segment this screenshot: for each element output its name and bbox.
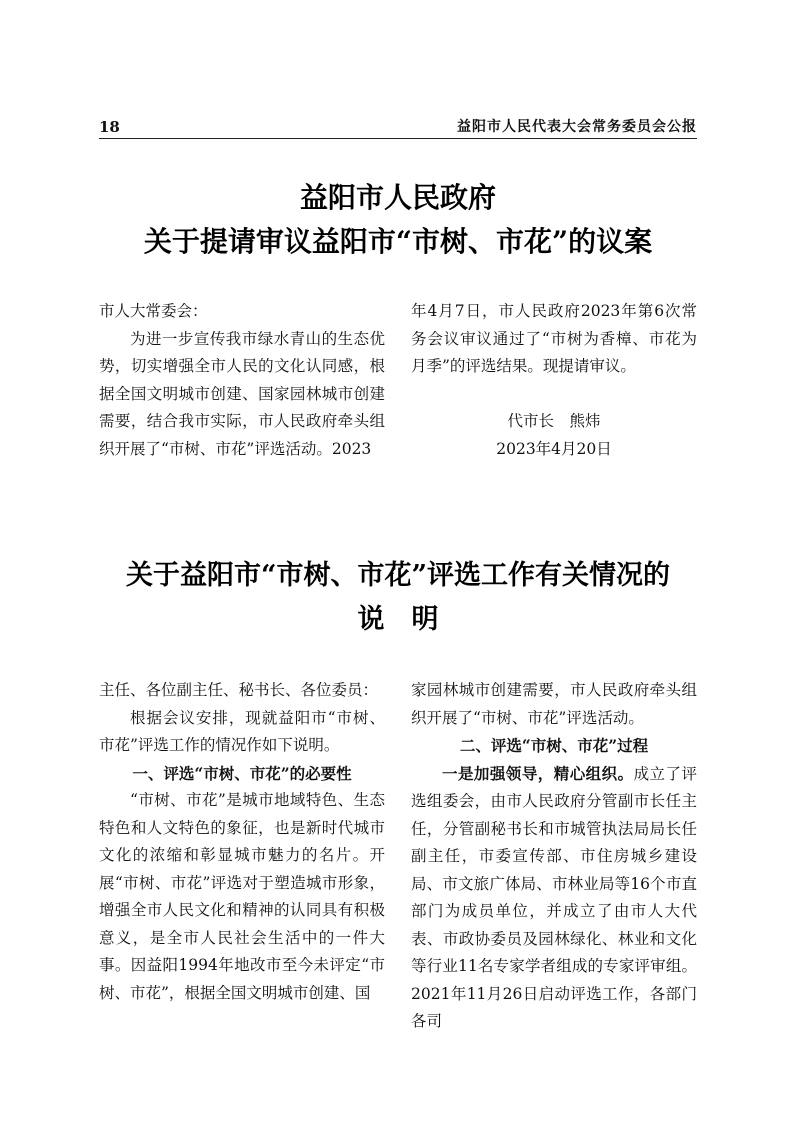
motion-title-line-2: 关于提请审议益阳市“市树、市花”的议案 bbox=[143, 225, 653, 258]
explanation-title bbox=[60, 554, 736, 642]
explanation-column-left bbox=[99, 677, 385, 1007]
page-number: 18 bbox=[99, 118, 120, 136]
explanation-salutation: 主任、各位副主任、秘书长、各位委员： bbox=[99, 681, 379, 699]
section-1-body: “市树、市花”是城市地域特色、生态特色和人文特色的象征，也是新时代城市文化的浓缩和彰显城市魅力的名片。开展“市树、市花”评选对于塑造城市形象，增强全市人民文化和精神的认同具有积极意义，是全市人民社会生活中的一件大事。因益阳1994年地改市至今未评定“市树、市花”，根据全国文明城市创建、国 bbox=[99, 791, 385, 1002]
motion-title-line-1: 益阳市人民政府 bbox=[299, 181, 496, 214]
motion-body-part-1: 为进一步宣传我市绿水青山的生态优势，切实增强全市人民的文化认同感，根据全国文明城市创建、国家园林城市创建需要，结合我市实际，市人民政府牵头组织开展了“市树、市花”评选活动。2023 bbox=[99, 329, 385, 458]
signer: 代市长 熊炜 bbox=[507, 412, 601, 430]
running-header bbox=[99, 114, 697, 136]
section-1-heading: 一、评选“市树、市花”的必要性 bbox=[132, 763, 352, 783]
motion-salutation: 市人大常委会： bbox=[99, 302, 208, 320]
motion-column-right bbox=[411, 298, 697, 463]
explanation-intro: 根据会议安排，现就益阳市“市树、市花”评选工作的情况作如下说明。 bbox=[99, 708, 385, 754]
explanation-title-line-1: 关于益阳市“市树、市花”评选工作有关情况的 bbox=[125, 560, 671, 591]
header-rule bbox=[99, 138, 697, 139]
explanation-column-right bbox=[411, 677, 697, 1036]
motion-column-left bbox=[99, 298, 385, 463]
section-2-body: 成立了评选组委会，由市人民政府分管副市长任主任，分管副秘书长和市城管执法局局长任副主任，市委宣传部、市住房城乡建设局、市文旅广体局、市林业局等16个市直部门为成员单位，并成立了由市人大代表、市政协委员及园林绿化、林业和文化等行业11名专家学者组成的专家评审组。2021年11月26日启动评选工作，各部门各司 bbox=[411, 764, 697, 1030]
journal-name: 益阳市人民代表大会常务委员会公报 bbox=[457, 119, 697, 135]
section-2-heading: 二、评选“市树、市花”过程 bbox=[459, 736, 649, 755]
section-2-lead: 一是加强领导，精心组织。 bbox=[442, 763, 634, 783]
motion-title bbox=[60, 176, 736, 264]
motion-body-part-2: 年4月7日，市人民政府2023年第6次常务会议审议通过了“市树为香樟、市花为月季”的评选结果。现提请审议。 bbox=[411, 302, 697, 375]
section-1-continuation: 家园林城市创建需要，市人民政府牵头组织开展了“市树、市花”评选活动。 bbox=[411, 681, 697, 727]
explanation-title-line-2: 说 明 bbox=[357, 604, 439, 635]
section-2-paragraph bbox=[411, 760, 697, 1036]
motion-date: 2023年4月20日 bbox=[496, 439, 612, 458]
signature-spacer bbox=[411, 381, 697, 409]
